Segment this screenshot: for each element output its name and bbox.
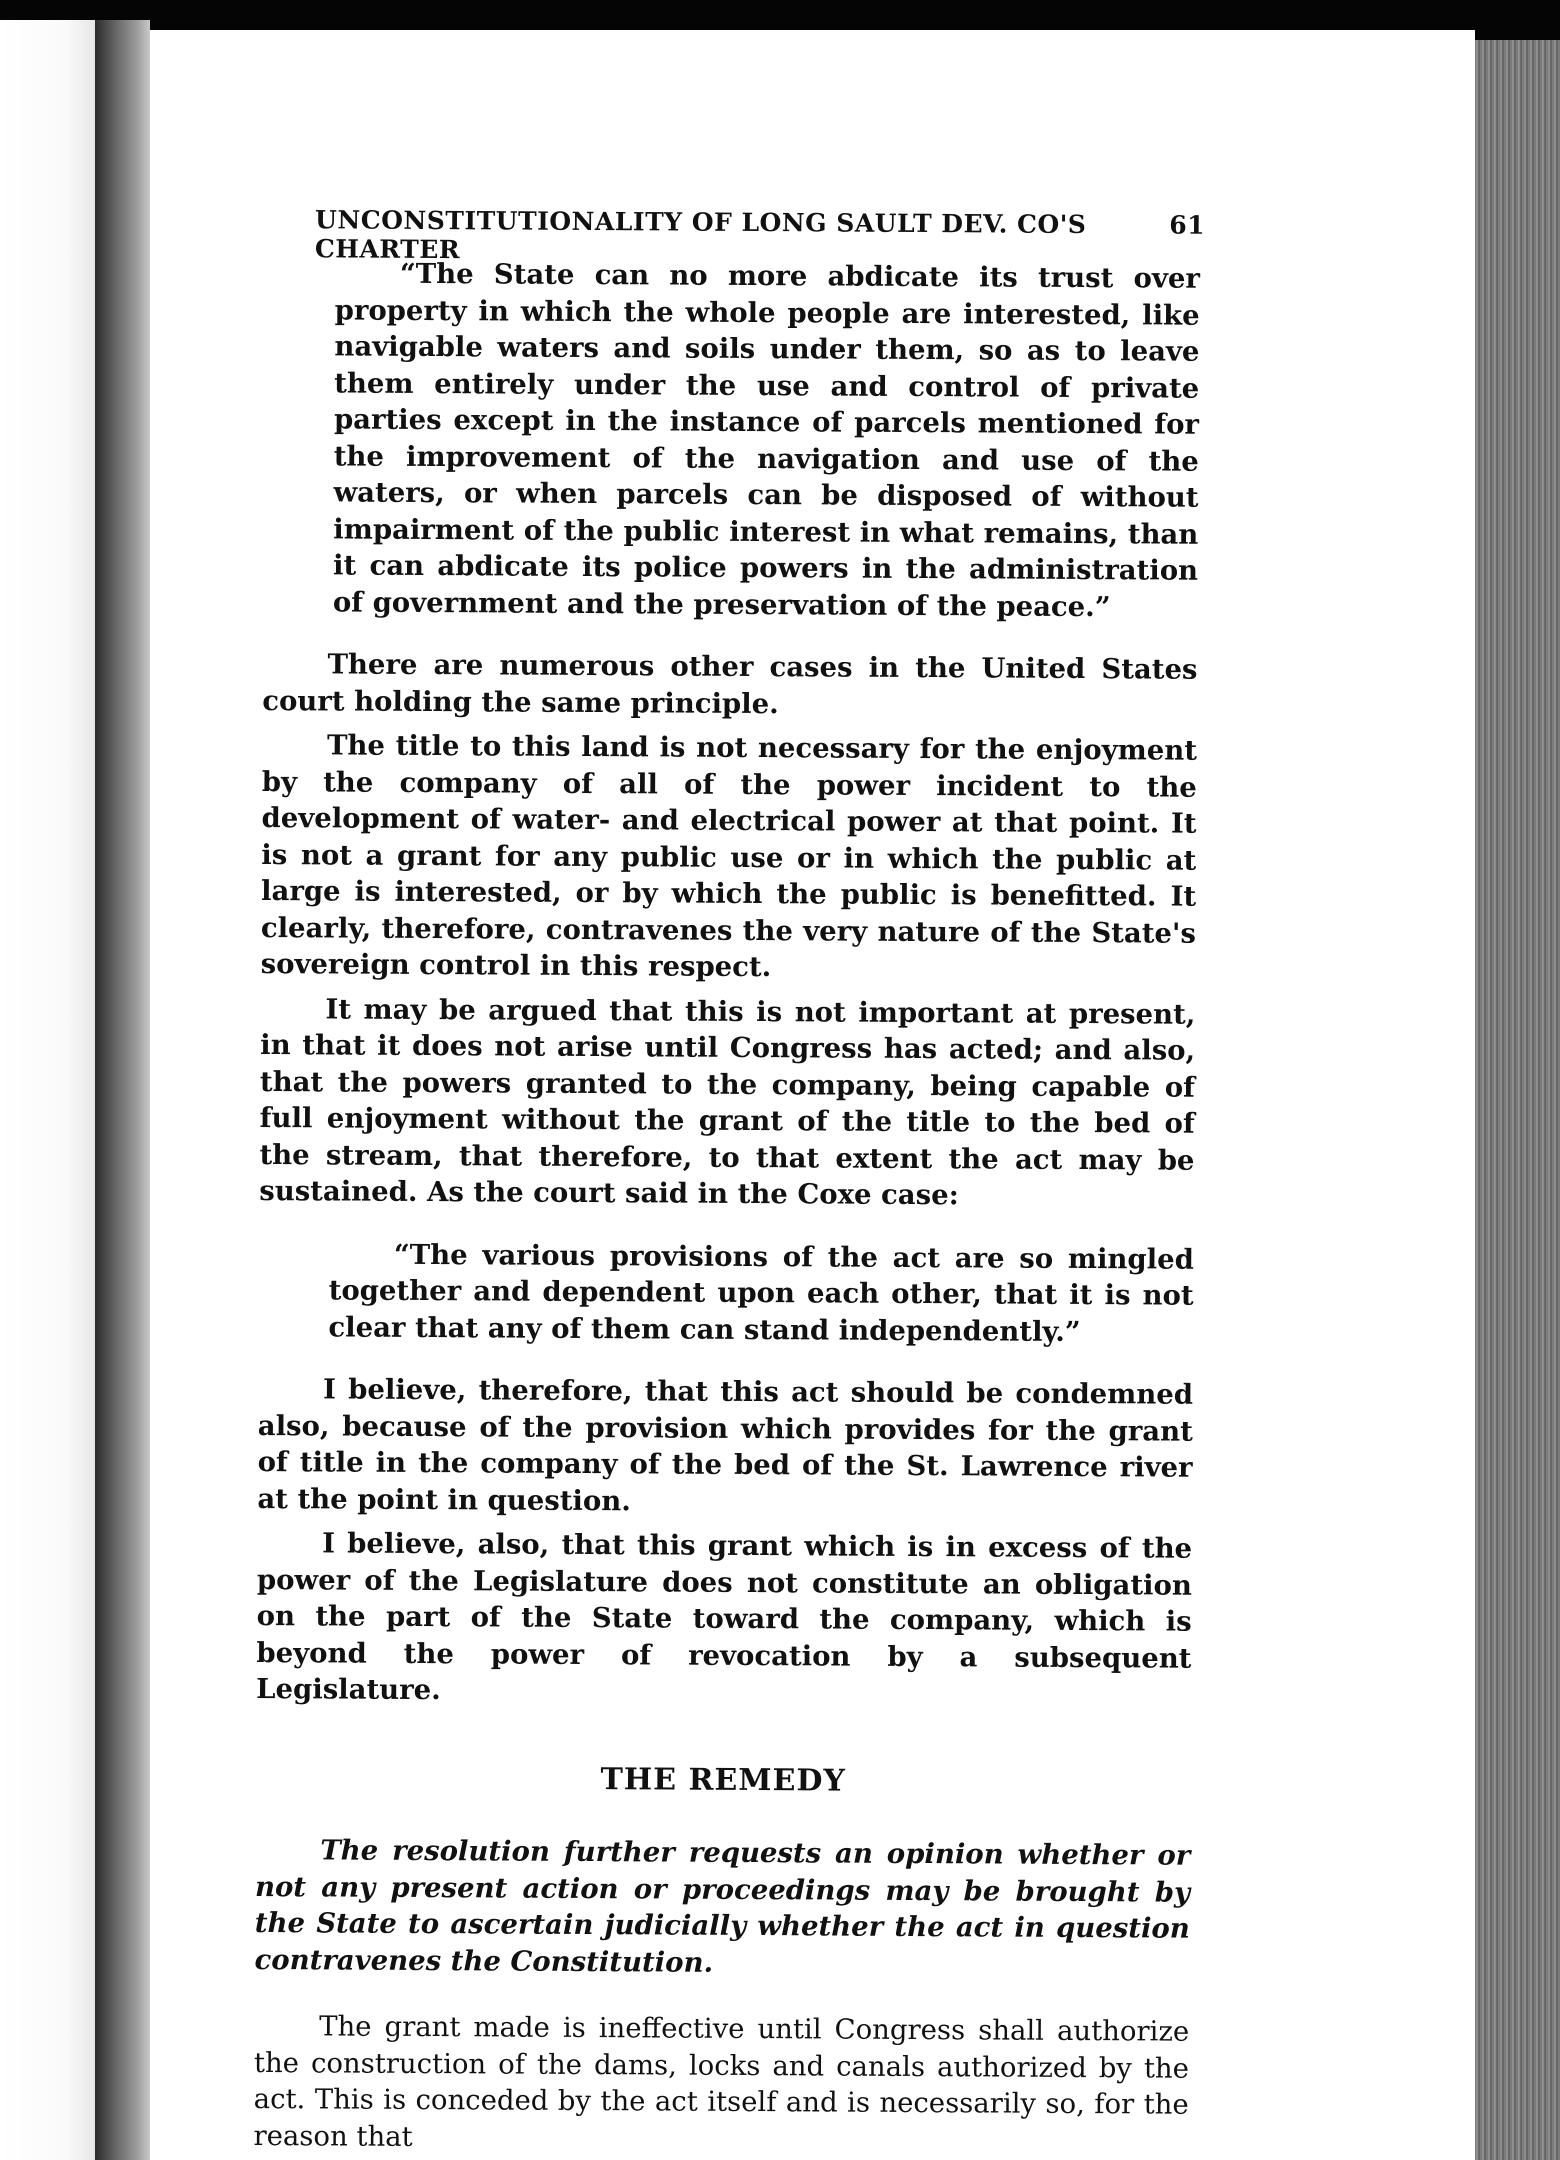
paragraph-5: I believe, also, that this grant which is in excess of the power of the Legislature does not constitute an obligation on the part of the State toward the company, which is beyond the power of revocation by a subsequent Legislature.	[256, 1527, 1193, 1707]
page-body	[253, 255, 1200, 2160]
paragraph-6: The grant made is ineffective until Congress shall authorize the construction of the dams, locks and canals authorized by the act. This is conceded by the act itself and is necessarily so, for the reason that	[253, 2010, 1190, 2153]
scan-top-border	[0, 0, 1560, 20]
block-quote-1: “The State can no more abdicate its trust over property in which the whole people are interested, like navigable waters and soils under them, so as to leave them entirely under the use and control of private parties except in the instance of parcels mentioned for the improvement of the navigation and use of the waters, or when parcels can be disposed of without impairment of the public interest in what remains, than it can abdicate its police powers in the administration of government and the preservation of the peace.”	[332, 257, 1200, 623]
paragraph-1: There are numerous other cases in the United States court holding the same principle.	[262, 648, 1198, 720]
paragraph-3: It may be argued that this is not important at present, in that it does not arise until Congress has acted; and also, that the powers granted to the company, being capable of full enjoyment without the grant of the title to the bed of the stream, that therefore, to that extent the act may be sustained. As the court said in the Coxe case:	[259, 992, 1196, 1212]
page-number: 61	[1169, 210, 1206, 240]
facing-page-margin	[0, 20, 95, 2160]
section-heading: THE REMEDY	[600, 1761, 846, 1799]
paragraph-4: I believe, therefore, that this act should be condemned also, because of the provision which provides for the grant of title in the company of the bed of the St. Lawrence river at the point in question.	[257, 1373, 1194, 1517]
paragraph-2: The title to this land is not necessary for the enjoyment by the company of all of the power incident to the development of water- and electrical power at that point. It is not a grant for any public use or in which the public at large is interested, or by which the public is benefitted. It clearly, therefore, contravenes the very nature of the State's sovereign control in this respect.	[260, 729, 1198, 984]
page-edges	[1475, 40, 1560, 2160]
book-gutter-shadow	[95, 20, 150, 2160]
running-title: UNCONSTITUTIONALITY OF LONG SAULT DEV. CO'S CHARTER	[314, 205, 1087, 265]
italic-paragraph: The resolution further requests an opinion whether or not any present action or proceedings may be brought by the State to ascertain judicially whether the act in question contravenes the Constitution.	[254, 1834, 1191, 1979]
block-quote-2: “The various provisions of the act are so mingled together and dependent upon each other, that it is not clear that any of them can stand independently.”	[328, 1238, 1194, 1348]
